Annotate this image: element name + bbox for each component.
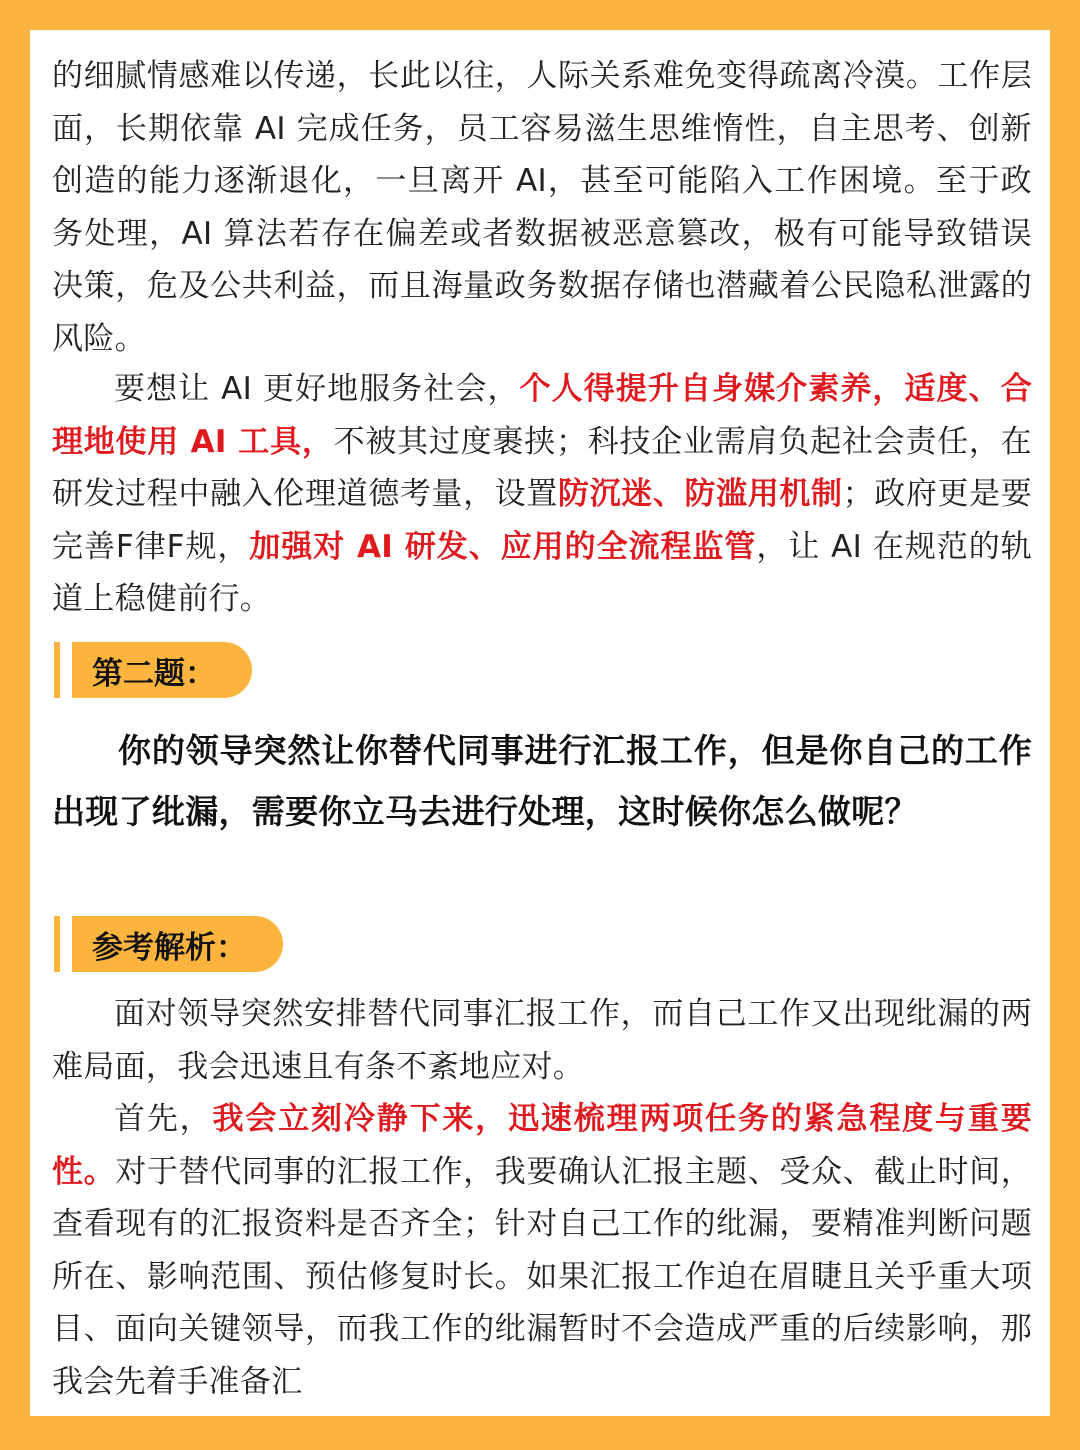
text-segment: 对于替代同事的汇报工作，我要确认汇报主题、受众、截止时间，查看现有的汇报资料是否齐全；针对自己工作的纰漏，要精准判断问题所在、影响范围、预估修复时长。如果汇报工作迫在眉睫且关乎重大项目、面向关键领导，而我工作的纰漏暂时不会造成严重的后续影响，那我会先着手准备汇 bbox=[52, 1153, 1032, 1400]
text-segment: 要想让 AI 更好地服务社会， bbox=[114, 371, 520, 407]
question-text: 你的领导突然让你替代同事进行汇报工作，但是你自己的工作出现了纰漏，需要你立马去进行处理，这时候你怎么做呢？ bbox=[52, 731, 1032, 831]
heading-accent-bar bbox=[54, 916, 60, 972]
paragraph-ai-solutions bbox=[52, 363, 1032, 626]
highlight-calm-down: 我会立刻冷静下来，迅速梳理两项任务的紧急程度与重要性。 bbox=[52, 1101, 1033, 1190]
text-segment: ，让 AI 在规范的轨道上稳健前行。 bbox=[52, 528, 1033, 617]
section-heading-analysis bbox=[54, 916, 283, 972]
text-segment: 首先， bbox=[114, 1101, 213, 1137]
paragraph-analysis-first bbox=[52, 1093, 1032, 1408]
article-page bbox=[30, 30, 1050, 1416]
question-text-block bbox=[52, 720, 1032, 842]
highlight-supervision: 加强对 AI 研发、应用的全流程监管 bbox=[249, 528, 757, 565]
highlight-mechanism: 防沉迷、防滥用机制 bbox=[557, 476, 843, 512]
heading-accent-bar bbox=[54, 642, 60, 698]
highlight-personal: 个人得提升自身媒介素养，适度、合理地使用 AI 工具， bbox=[52, 371, 1032, 460]
heading-label: 第二题： bbox=[72, 642, 252, 698]
heading-label: 参考解析： bbox=[72, 916, 283, 972]
text-segment: 不被其过度裹挟；科技企业需肩负起社会责任，在研发过程中融入伦理道德考量，设置 bbox=[52, 423, 1032, 512]
paragraph-text: 面对领导突然安排替代同事汇报工作，而自己工作又出现纰漏的两难局面，我会迅速且有条不紊地应对。 bbox=[52, 996, 1032, 1085]
paragraph-ai-risks bbox=[52, 50, 1032, 365]
paragraph-analysis-intro bbox=[52, 988, 1032, 1093]
text-segment: ；政府更是要完善F律F规， bbox=[52, 476, 1032, 565]
paragraph-text: 的细腻情感难以传递，长此以往，人际关系难免变得疏离冷漠。工作层面，长期依靠 AI 完成任务，员工容易滋生思维惰性，自主思考、创新创造的能力逐渐退化，一旦离开 AI，甚至可能陷入工作困境。至于政务处理，AI 算法若存在偏差或者数据被恶意篡改，极有可能导致错误决策，危及公共利益，而且海量政务数据存储也潜藏着公民隐私泄露的风险。 bbox=[52, 58, 1032, 357]
section-heading-question-2 bbox=[54, 642, 252, 698]
